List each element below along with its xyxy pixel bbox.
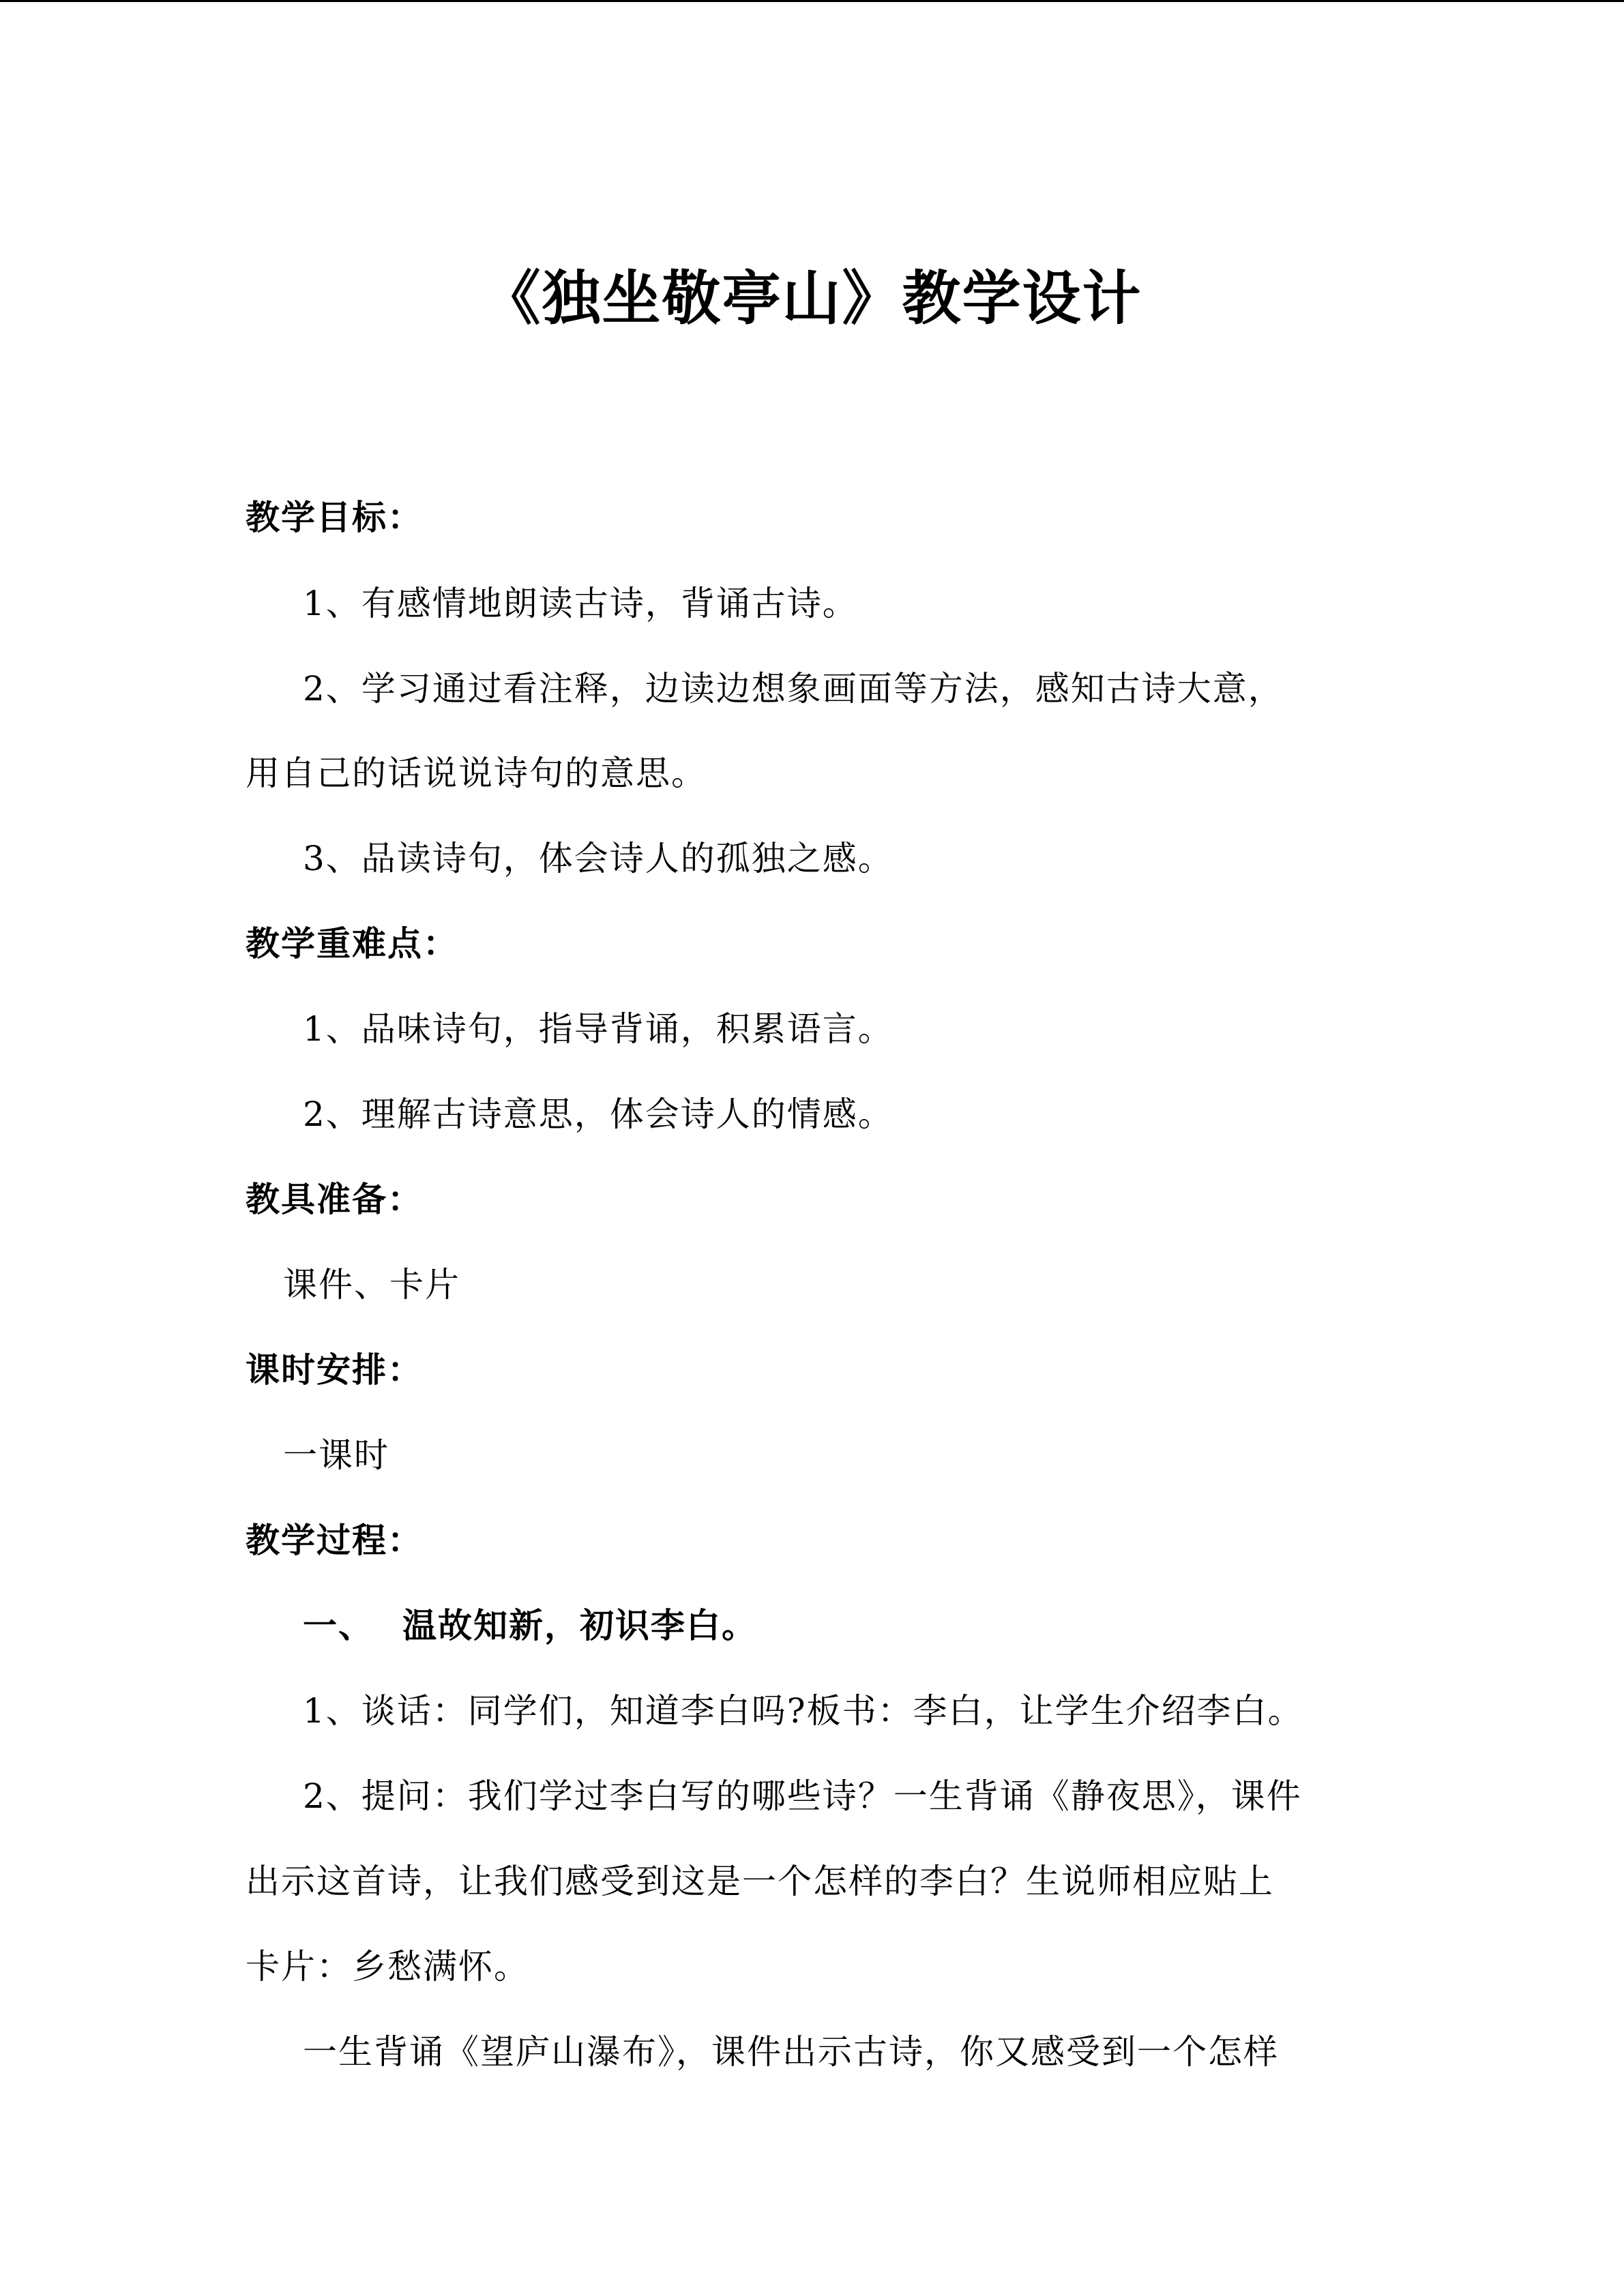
section-heading-key-points: 教学重难点： (246, 923, 458, 964)
goal-item-2: 2、学习通过看注释，边读边想象画面等方法，感知古诗大意， (303, 669, 1284, 709)
process-line-3: 出示这首诗，让我们感受到这是一个怎样的李白？生说师相应贴上 (246, 1862, 1274, 1901)
process-line-1: 1、谈话：同学们，知道李白吗?板书：李白，让学生介绍李白。 (303, 1691, 1303, 1731)
section-heading-schedule: 课时安排： (246, 1350, 423, 1390)
process-line-5: 一生背诵《望庐山瀑布》，课件出示古诗，你又感受到一个怎样 (303, 2032, 1279, 2072)
section-heading-goals: 教学目标： (246, 497, 423, 537)
materials-text: 课件、卡片 (283, 1265, 460, 1304)
page-top-border (0, 0, 1624, 2)
key-point-item-1: 1、品味诗句，指导背诵，积累语言。 (303, 1009, 894, 1049)
document-title: 《独坐敬亭山》教学设计 (482, 264, 1142, 333)
schedule-text: 一课时 (283, 1435, 389, 1475)
goal-item-2-continued: 用自己的话说说诗句的意思。 (246, 754, 707, 793)
section-heading-materials: 教具准备： (246, 1179, 423, 1219)
process-step-title: 温故知新，初识李白。 (402, 1605, 757, 1645)
section-heading-process: 教学过程： (246, 1520, 423, 1560)
process-step-label: 一、 (303, 1605, 374, 1645)
key-point-item-2: 2、理解古诗意思，体会诗人的情感。 (303, 1094, 894, 1134)
goal-item-1: 1、有感情地朗读古诗，背诵古诗。 (303, 584, 858, 623)
process-line-2: 2、提问：我们学过李白写的哪些诗？一生背诵《静夜思》，课件 (303, 1776, 1302, 1816)
goal-item-3: 3、品读诗句，体会诗人的孤独之感。 (303, 839, 894, 878)
process-line-4: 卡片：乡愁满怀。 (246, 1947, 529, 1986)
